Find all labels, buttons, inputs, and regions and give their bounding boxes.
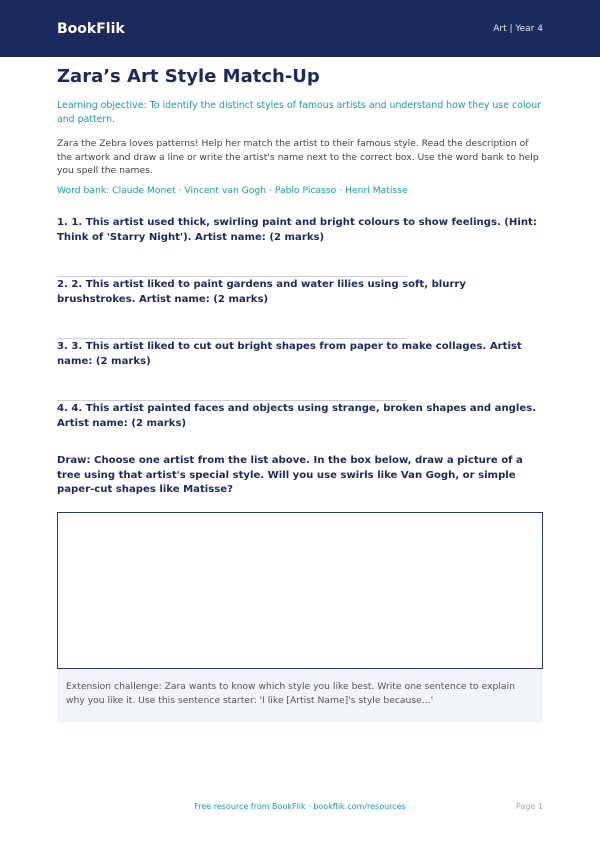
question-2: 2. 2. This artist liked to paint gardens and water lilies using soft, blurry brushstrokes. Artist name: (2 marks) [57, 279, 466, 305]
brand-logo: BookFlik [57, 20, 125, 37]
page-number: Page 1 [516, 802, 543, 811]
answer-line-3[interactable] [57, 400, 407, 401]
page-header [0, 0, 600, 57]
intro-text: Zara the Zebra loves patterns! Help her match the artist to their famous style. Read the description of the artwork and draw a line or write the artist's name next to the correct box. Use the word bank to help you spell the names. [57, 138, 539, 176]
learning-objective: Learning objective: To identify the distinct styles of famous artists and understand how they use colour and pattern. [57, 100, 541, 125]
draw-prompt: Draw: Choose one artist from the list above. In the box below, draw a picture of a tree using that artist's special style. Will you use swirls like Van Gogh, or simple paper-cut shapes like Matisse? [57, 455, 523, 495]
answer-line-2[interactable] [57, 338, 407, 339]
question-4: 4. 4. This artist painted faces and objects using strange, broken shapes and angles. Artist name: (2 marks) [57, 403, 537, 429]
extension-challenge: Extension challenge: Zara wants to know which style you like best. Write one sentence to explain why you like it. Use this sentence starter: 'I like [Artist Name]'s style because...' [57, 669, 543, 723]
subject-year-label: Art | Year 4 [493, 23, 543, 34]
word-bank: Word bank: Claude Monet · Vincent van Gogh · Pablo Picasso · Henri Matisse [57, 185, 408, 196]
page-title: Zara’s Art Style Match-Up [57, 66, 320, 87]
footer-text: Free resource from BookFlik · bookflik.com/resources [194, 802, 406, 811]
answer-line-1[interactable] [57, 276, 407, 277]
drawing-box[interactable] [57, 512, 543, 669]
question-1: 1. 1. This artist used thick, swirling paint and bright colours to show feelings. (Hint: Think of 'Starry Night'). Artist name: (2 marks) [57, 217, 537, 243]
question-3: 3. 3. This artist liked to cut out bright shapes from paper to make collages. Artist name: (2 marks) [57, 341, 522, 367]
